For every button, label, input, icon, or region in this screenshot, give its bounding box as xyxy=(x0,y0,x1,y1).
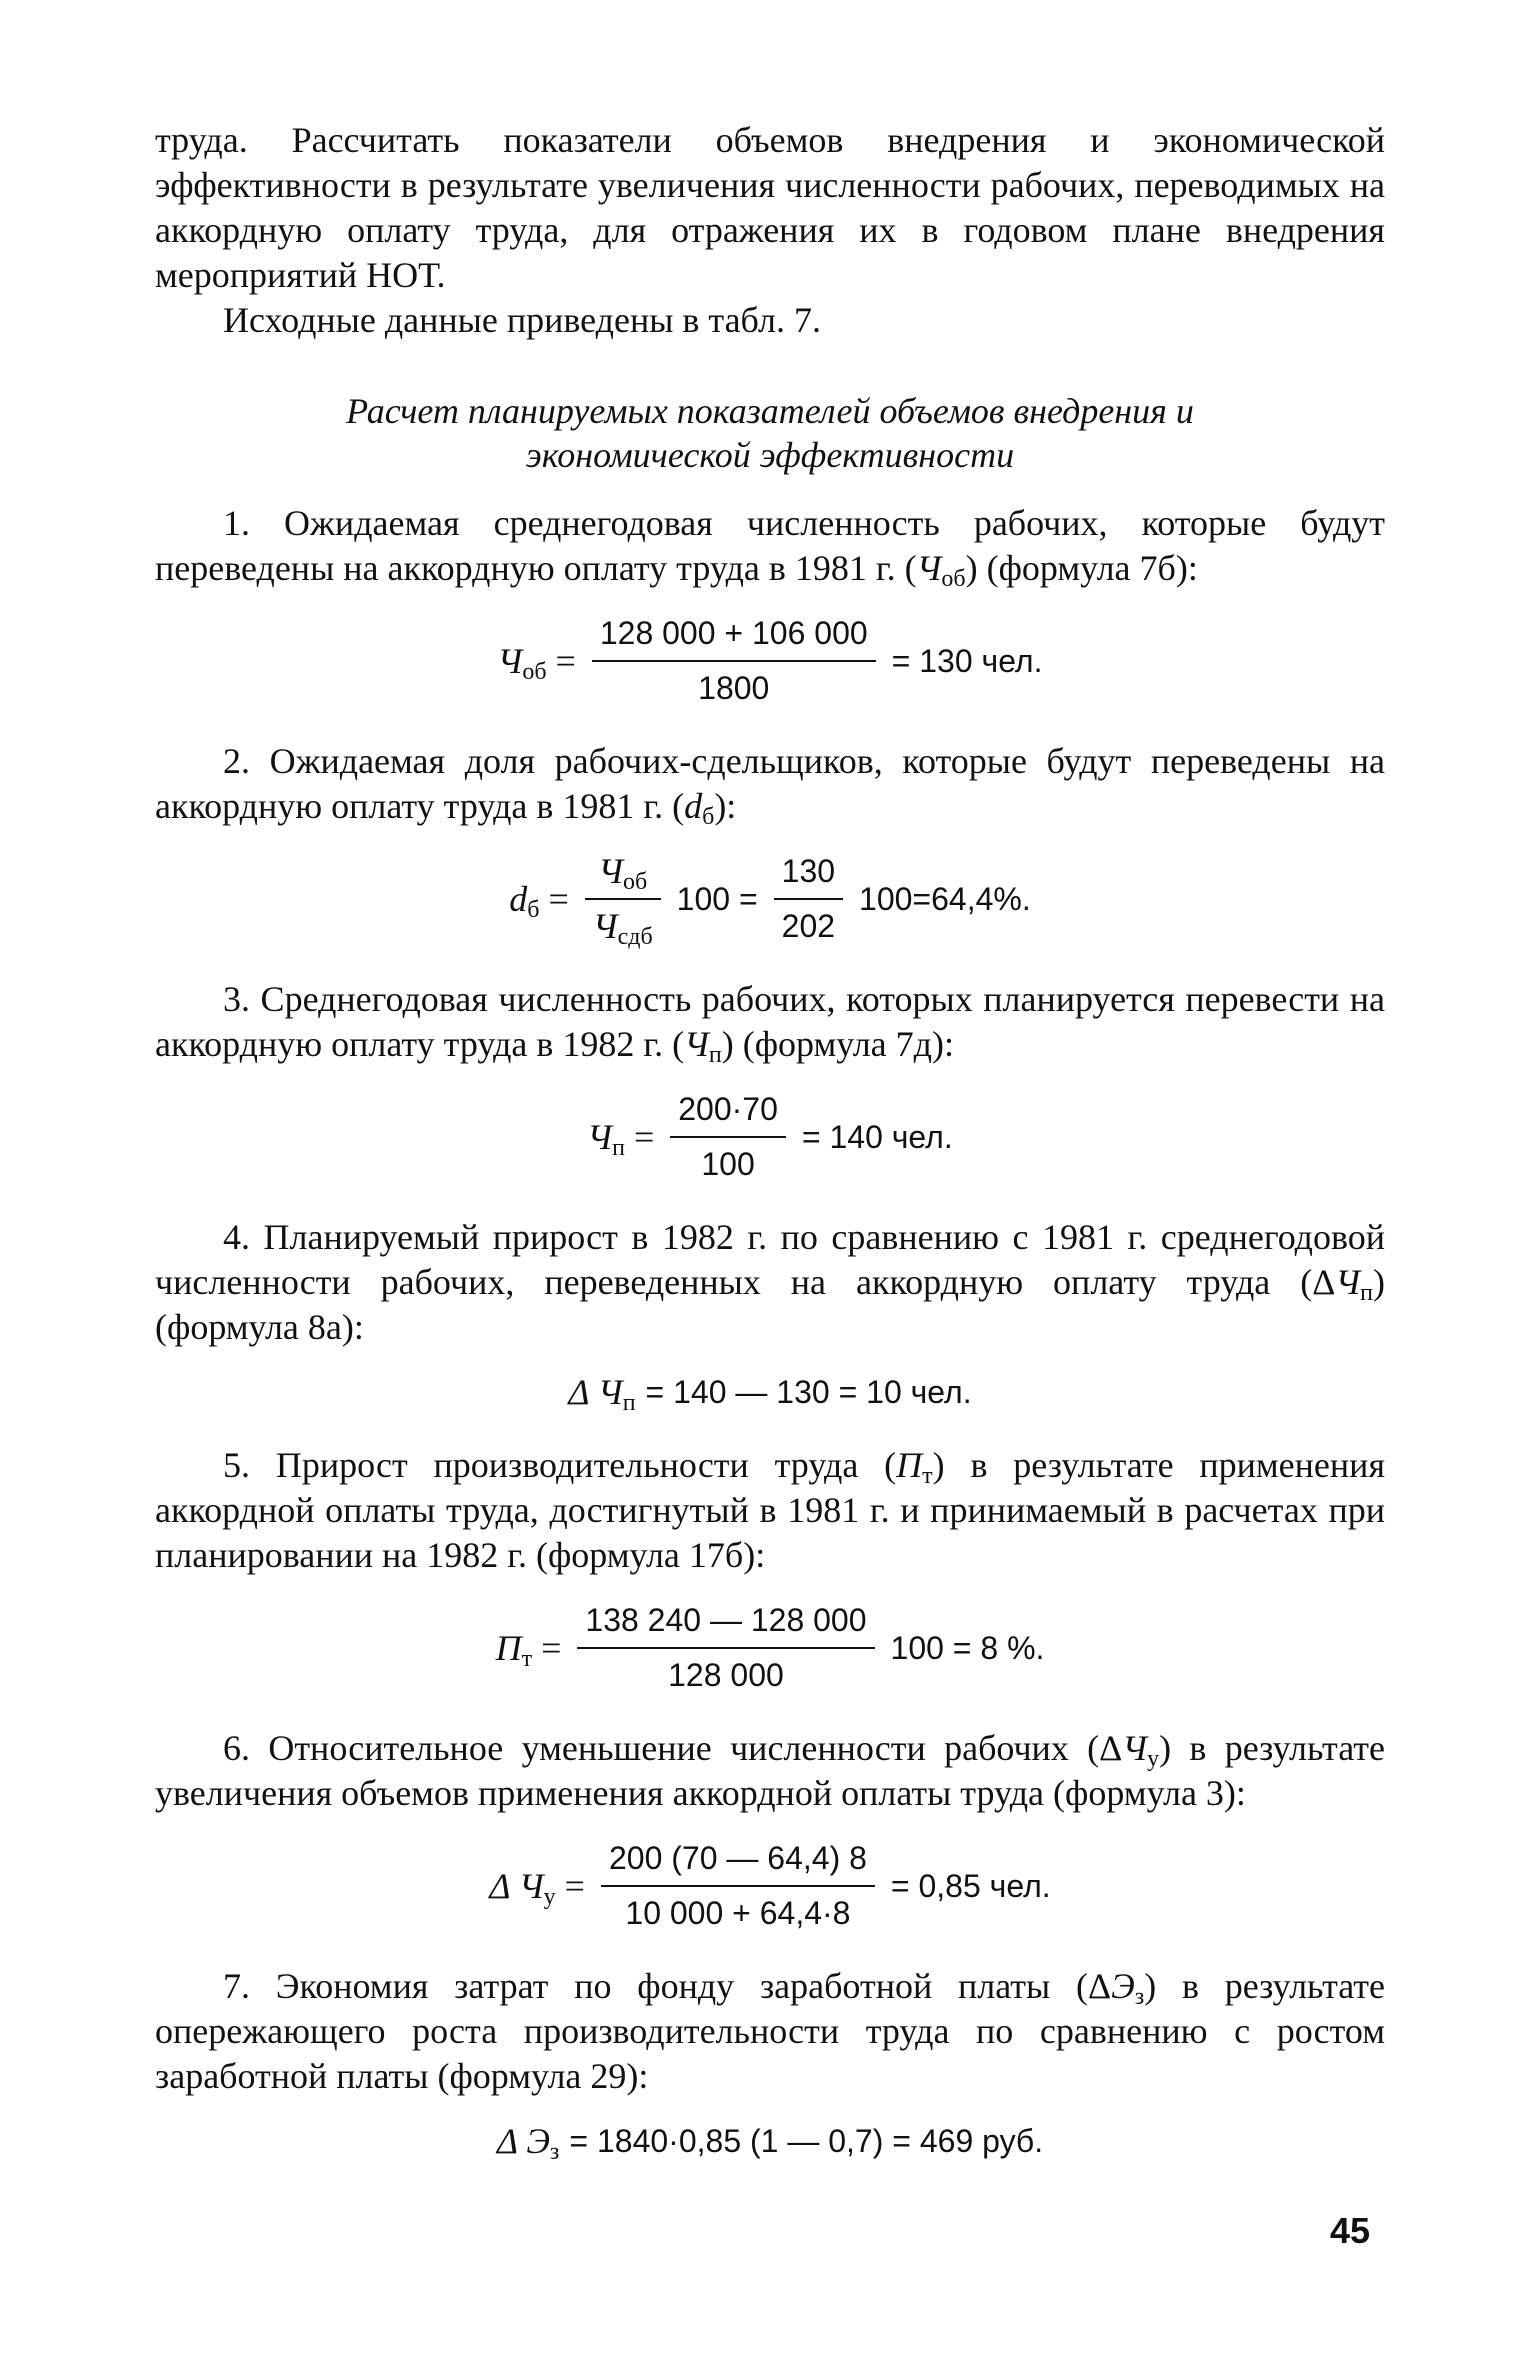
formula-1: $Ч_{об}$ = $\frac{128 000 + 106 000}{1800}$ = 130 чел. xyxy=(155,611,1385,711)
intro-paragraph: труда. Рассчитать показатели объемов внедрения и экономической эффективности в результате увеличения численности рабочих, переводимых на аккордную оплату труда, для отражения их в годовом плане внедрения мероприятий НОТ. xyxy=(155,120,1385,295)
fraction: $\frac{128 000 + 106 000}{1800}$ xyxy=(592,611,876,711)
source-data-note: Исходные данные приведены в табл. 7. xyxy=(223,300,821,340)
section-heading-line-2: экономической эффективности xyxy=(525,435,1015,475)
item-3-text: 3. Среднегодовая численность рабочих, которых планируется перевести на аккордную оплату труда в 1982 г. $(Ч_п)$ (формула 7д): xyxy=(155,979,1385,1068)
fraction: $\frac{200 (70 — 64,4) 8}{10 000 + 64,4\cdot 8}$ xyxy=(601,1836,875,1936)
item-5-text: 5. Прирост производительности труда $(П_т)$ в результате применения аккордной оплаты труда, достигнутый в 1981 г. и принимаемый в расчетах при планировании на 1982 г. (формула 17б): xyxy=(155,1445,1385,1575)
item-4-text: 4. Планируемый прирост в 1982 г. по сравнению с 1981 г. среднегодовой численности рабочих, переведенных на аккордную оплату труда $(\Delta Ч_п)$ (формула 8а): xyxy=(155,1217,1385,1347)
section-heading xyxy=(155,389,1385,477)
fraction: $\frac{130}{202}$ xyxy=(774,849,843,949)
item-7-text: 7. Экономия затрат по фонду заработной платы $(\Delta Э_з)$ в результате опережающего роста производительности труда по сравнению с ростом заработной платы (формула 29): xyxy=(155,1966,1386,2096)
section-heading-line-1: Расчет планируемых показателей объемов внедрения и xyxy=(346,391,1194,431)
fraction: $\frac{Ч_{об}}{Ч_{сдб}}$ xyxy=(585,849,661,949)
fraction: $\frac{138 240 — 128 000}{128 000}$ xyxy=(577,1598,874,1698)
item-1-text: 1. Ожидаемая среднегодовая численность рабочих, которые будут переведены на аккордную оплату труда в 1981 г. $(Ч_{об})$ (формула 7б): xyxy=(155,503,1385,592)
formula-6: Δ $Ч_у$ = $\frac{200 (70 — 64,4) 8}{10 000 + 64,4\cdot 8}$ = 0,85 чел. xyxy=(155,1836,1385,1936)
formula-7: Δ $Э_з$ = 1840·0,85 (1 — 0,7) = 469 руб. xyxy=(496,2121,1044,2165)
item-2-text: 2. Ожидаемая доля рабочих-сдельщиков, которые будут переведены на аккордную оплату труда в 1981 г. $(d_б)$: xyxy=(155,741,1385,830)
fraction: $\frac{200\cdot 70}{100}$ xyxy=(670,1087,786,1187)
formula-5: $П_т$ = $\frac{138 240 — 128 000}{128 000}$ 100 = 8 %. xyxy=(155,1598,1385,1698)
formula-4: Δ $Ч_п$ = 140 — 130 = 10 чел. xyxy=(568,1372,972,1416)
page-number: 45 xyxy=(1330,2210,1371,2251)
formula-2: $d_б$ = $\frac{Ч_{об}}{Ч_{сдб}}$ 100 = $\frac{130}{202}$ 100=64,4%. xyxy=(509,851,1031,950)
item-6-text: 6. Относительное уменьшение численности рабочих $(\Delta Ч_у)$ в результате увеличения объемов применения аккордной оплаты труда (формула 3): xyxy=(155,1728,1385,1813)
formula-3: $Ч_п$ = $\frac{200\cdot 70}{100}$ = 140 чел. xyxy=(155,1087,1385,1187)
